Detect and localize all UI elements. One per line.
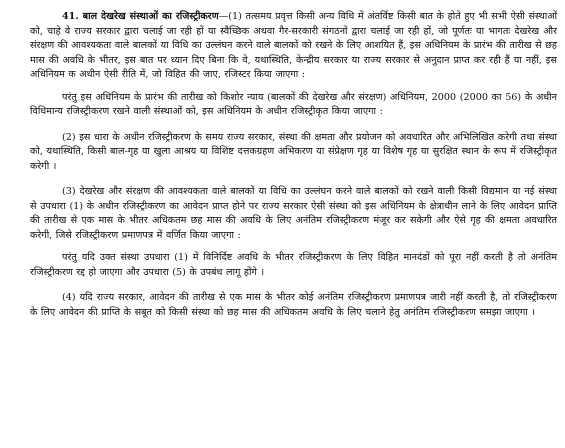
clause-3-paragraph: (3) देखरेख और संरक्षण की आवश्यकता वाले बालकों या विधि का उल्लंघन करने वाले बालकों को रखने वाली किसी विद्यमान या नई संस्था से उपधारा (1) के अधीन रजिस्ट्रीकरण का आवेदन प्राप्त होने पर राज्य सरकार ऐसी संस्था को इस अधिनियम के क्षेत्राधीन लाने के लिए आवेदन प्राप्ति की तारीख से एक मास के भीतर अधिकतम छह मास की अवधि के लिए अनंतिम रजिस्ट्रीकरण मंजूर कर सकेगी और ऐसे गृह की क्षमता अवधारित करेगी, जिसे रजिस्ट्रीकरण प्रमाणपत्र में वर्णित किया जाएगा : <box>30 186 557 241</box>
section-number: 41. <box>62 11 79 22</box>
clause-4-paragraph: (4) यदि राज्य सरकार, आवेदन की तारीख से एक मास के भीतर कोई अनंतिम रजिस्ट्रीकरण प्रमाणपत्र जारी नहीं करती है, तो रजिस्ट्रीकरण के लिए आवेदन की प्राप्ति के सबूत को किसी संस्था को छह मास की अधिकतम अवधि के लिए चलाने हेतु अनंतिम रजिस्ट्रीकरण समझा जाएगा । <box>30 292 557 318</box>
section-intro-text: (1) तत्समय प्रवृत्त किसी अन्य विधि में अंतर्विष्ट किसी बात के होते हुए भी सभी ऐसी संस्थाओं को, चाहे वे राज्य सरकार द्वारा चलाई जा रही हों या स्वैच्छिक अथवा गैर-सरकारी संगठनों द्वारा चलाई जा रही हों, जो पूर्णतः या भागतः देखरेख और संरक्षण की आवश्यकता वाले बालकों या विधि का उल्लंघन करने वाले बालकों को रखने के लिए आशयित हैं, इस अधिनियम के प्रारंभ की तारीख से छह मास की अवधि के भीतर, इस बात पर ध्यान दिए बिना कि वे, यथास्थिति, केन्द्रीय सरकार या राज्य सरकार से अनुदान प्राप्त कर रही हैं या नहीं, इस अधिनियम क अधीन ऐसी रीति में, जो विहित की जाए, रजिस्टर किया जाएगा : <box>30 11 557 80</box>
section-heading <box>62 11 219 22</box>
section-dash: — <box>218 11 229 22</box>
proviso-3-paragraph: परंतु यदि उक्त संस्था उपधारा (1) में विनिर्दिष्ट अवधि के भीतर रजिस्ट्रीकरण के लिए विहित मानदंडों को पूरा नहीं करती है तो अनंतिम रजिस्ट्रीकरण रद्द हो जाएगा और उपधारा (5) के उपबंध लागू होंगे । <box>30 252 557 278</box>
section-title: बाल देखरेख संस्थाओं का रजिस्ट्रीकरण <box>82 11 219 22</box>
section-41-paragraph <box>30 10 557 83</box>
clause-2-paragraph: (2) इस धारा के अधीन रजिस्ट्रीकरण के समय राज्य सरकार, संस्था की क्षमता और प्रयोजन को अवधारित और अभिलिखित करेगी तथा संस्था को, यथास्थिति, किसी बाल-गृह या खुला आश्रय या विशिष्ट दत्तकग्रहण अभिकरण या संप्रेक्षण गृह या विशेष गृह या सुरक्षित स्थान के रूप में रजिस्ट्रीकृत करेगी । <box>30 131 557 172</box>
proviso-1-paragraph: परंतु इस अधिनियम के प्रारंभ की तारीख को किशोर न्याय (बालकों की देखरेख और संरक्षण) अधिनियम, 2000 (2000 का 56) के अधीन विधिमान्य रजिस्ट्रीकरण रखने वाली संस्थाओं को, इस अधिनियम के अधीन रजिस्ट्रीकृत किया जाएगा : <box>30 91 557 117</box>
